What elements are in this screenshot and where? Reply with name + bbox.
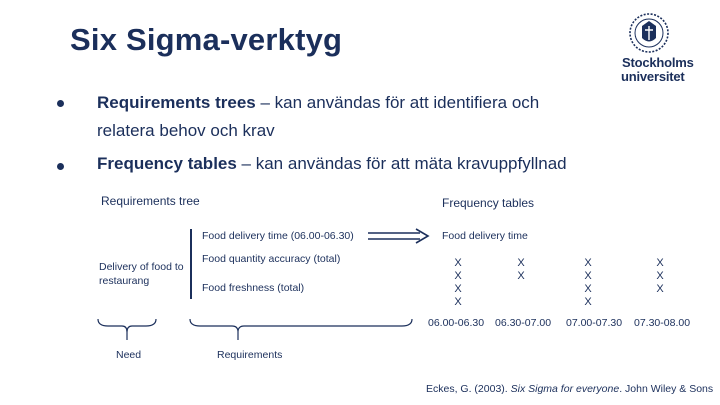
slide-title: Six Sigma-verktyg (70, 22, 343, 57)
tree-connector-line (190, 229, 192, 299)
freq-column-label: 06.00-06.30 (428, 317, 485, 329)
bullet-2-rest: – kan användas för att mäta kravuppfyllnad (236, 154, 567, 173)
food-quantity-label: Food quantity accuracy (total) (202, 253, 341, 265)
food-freshness-label: Food freshness (total) (202, 282, 305, 294)
freq-mark: X (656, 283, 664, 295)
requirements-label: Requirements (217, 349, 283, 361)
freq-mark: X (584, 270, 592, 282)
bullet-2-bold: Frequency tables (97, 154, 237, 173)
food-delivery-time-label: Food delivery time (06.00-06.30) (202, 230, 354, 242)
freq-column-label: 07.30-08.00 (634, 317, 691, 329)
logo-text-line1: Stockholms (622, 55, 694, 70)
double-arrow-icon (368, 228, 430, 244)
logo-text-line2: universitet (621, 69, 685, 84)
freq-column-marks (654, 257, 666, 296)
freq-mark: X (517, 270, 525, 282)
bullet-dot (57, 100, 64, 107)
freq-column-label: 07.00-07.30 (566, 317, 623, 329)
freq-mark: X (454, 270, 462, 282)
bullet-1-rest: – kan användas för att identifiera och (255, 93, 540, 112)
freq-column-marks (515, 257, 527, 283)
freq-column-marks (452, 257, 464, 309)
bullet-2 (97, 154, 697, 174)
bullet-1-continuation: relatera behov och krav (97, 121, 275, 140)
citation-pre: Eckes, G. (2003). (426, 383, 511, 395)
requirements-tree-heading: Requirements tree (101, 194, 200, 208)
freq-mark: X (454, 283, 462, 295)
citation-post: . John Wiley & Sons (619, 383, 714, 395)
need-label: Need (116, 349, 142, 361)
requirements-brace-icon (188, 318, 414, 342)
citation (426, 383, 713, 395)
freq-mark: X (584, 257, 592, 269)
freq-table-title: Food delivery time (442, 230, 528, 242)
freq-mark: X (584, 283, 592, 295)
frequency-tables-heading: Frequency tables (442, 196, 535, 210)
freq-mark: X (656, 257, 664, 269)
university-seal-icon (626, 12, 672, 54)
freq-column-label: 06.30-07.00 (495, 317, 552, 329)
freq-mark: X (454, 257, 462, 269)
citation-italic: Six Sigma for everyone (510, 383, 620, 395)
freq-mark: X (656, 270, 664, 282)
need-delivery-label: Delivery of food to restaurang (99, 261, 184, 287)
need-brace-icon (96, 318, 158, 342)
freq-mark: X (517, 257, 525, 269)
freq-mark: X (584, 296, 592, 308)
freq-mark: X (454, 296, 462, 308)
university-logo (606, 12, 710, 86)
freq-column-marks (582, 257, 594, 309)
bullet-1 (97, 93, 657, 113)
bullet-dot (57, 163, 64, 170)
bullet-1-bold: Requirements trees (97, 93, 256, 112)
